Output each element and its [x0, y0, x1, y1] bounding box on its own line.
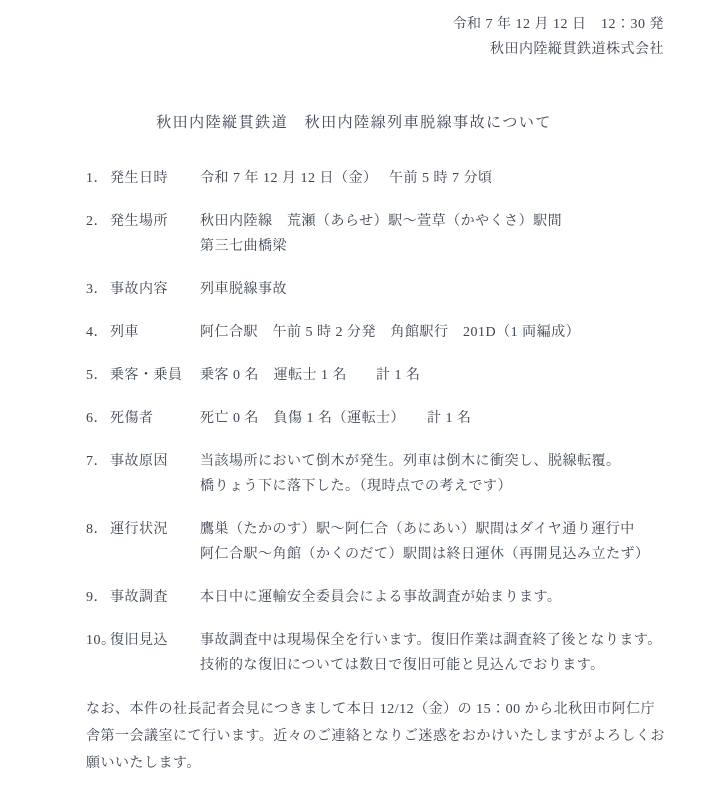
list-item — [86, 517, 678, 567]
item-number: 7． — [86, 454, 108, 469]
item-content-line: 事故調査中は現場保全を行います。復旧作業は調査終了後となります。 — [200, 633, 662, 648]
item-content-line: 技術的な復旧については数日で復旧可能と見込んでおります。 — [200, 658, 605, 673]
item-content-line: 乗客 0 名 運転士 1 名 計 1 名 — [200, 368, 421, 383]
list-item — [86, 363, 678, 388]
item-label: 事故内容 — [110, 282, 168, 297]
footer-line: 舎第一会議室にて行います。近々のご連絡となりご迷惑をおかけいたしますがよろしくお — [86, 729, 665, 744]
item-content — [200, 449, 678, 499]
list-item — [86, 585, 678, 610]
item-label: 事故原因 — [110, 454, 168, 469]
item-content-line: 当該場所において倒木が発生。列車は倒木に衝突し、脱線転覆。 — [200, 454, 621, 469]
item-content — [200, 166, 678, 191]
item-content — [200, 585, 678, 610]
item-number: 1． — [86, 171, 108, 186]
list-item — [86, 406, 678, 431]
item-number: 5． — [86, 368, 108, 383]
header-date-line: 令和 7 年 12 月 12 日 12：30 発 — [452, 17, 664, 32]
item-number: 2． — [86, 214, 108, 229]
item-label: 運行状況 — [110, 522, 168, 537]
item-content-line: 第三七曲橋梁 — [200, 239, 287, 254]
list-item — [86, 449, 678, 499]
item-content-line: 令和 7 年 12 月 12 日（金） 午前 5 時 7 分頃 — [200, 171, 493, 186]
list-item — [86, 320, 678, 345]
item-content — [200, 517, 678, 567]
item-label: 発生日時 — [110, 171, 168, 186]
header-company-line: 秋田内陸縦貫鉄道株式会社 — [490, 42, 664, 57]
item-number: 4． — [86, 325, 108, 340]
item-label: 発生場所 — [110, 214, 168, 229]
document-footer — [0, 696, 708, 777]
items-list — [0, 166, 708, 678]
document-header — [0, 12, 708, 62]
item-content-line: 阿仁合駅 午前 5 時 2 分発 角館駅行 201D（1 両編成） — [200, 325, 581, 340]
footer-line: 願いいたします。 — [86, 756, 201, 771]
list-item — [86, 166, 678, 191]
item-content — [200, 628, 678, 678]
item-content — [200, 363, 678, 388]
item-content-line: 橋りょう下に落下した。（現時点での考えです） — [200, 479, 512, 494]
item-content — [200, 406, 678, 431]
item-content — [200, 209, 678, 259]
list-item — [86, 628, 678, 678]
item-content-line: 阿仁合駅～角館（かくのだて）駅間は終日運休（再開見込み立たず） — [200, 547, 650, 562]
item-content-line: 本日中に運輸安全委員会による事故調査が始まります。 — [200, 590, 562, 605]
item-number: 6． — [86, 411, 108, 426]
item-label: 復旧見込 — [110, 633, 168, 648]
item-content-line: 鷹巣（たかのす）駅～阿仁合（あにあい）駅間はダイヤ通り運行中 — [200, 522, 635, 537]
footer-line: なお、本件の社長記者会見につきまして本日 12/12（金）の 15：00 から北秋田市阿仁庁 — [86, 702, 656, 717]
item-content-line: 列車脱線事故 — [200, 282, 287, 297]
item-label: 死傷者 — [110, 411, 154, 426]
item-number: 3． — [86, 282, 108, 297]
item-label: 列車 — [110, 325, 139, 340]
document-title: 秋田内陸縦貫鉄道 秋田内陸線列車脱線事故について — [156, 115, 552, 131]
item-number: 10。 — [86, 633, 116, 648]
item-label: 乗客・乗員 — [110, 368, 183, 383]
item-label: 事故調査 — [110, 590, 168, 605]
item-number: 8． — [86, 522, 108, 537]
list-item — [86, 277, 678, 302]
item-content — [200, 320, 678, 345]
item-content-line: 死亡 0 名 負傷 1 名（運転士） 計 1 名 — [200, 411, 472, 426]
item-content-line: 秋田内陸線 荒瀬（あらせ）駅～萱草（かやくさ）駅間 — [200, 214, 563, 229]
item-content — [200, 277, 678, 302]
list-item — [86, 209, 678, 259]
item-number: 9． — [86, 590, 108, 605]
